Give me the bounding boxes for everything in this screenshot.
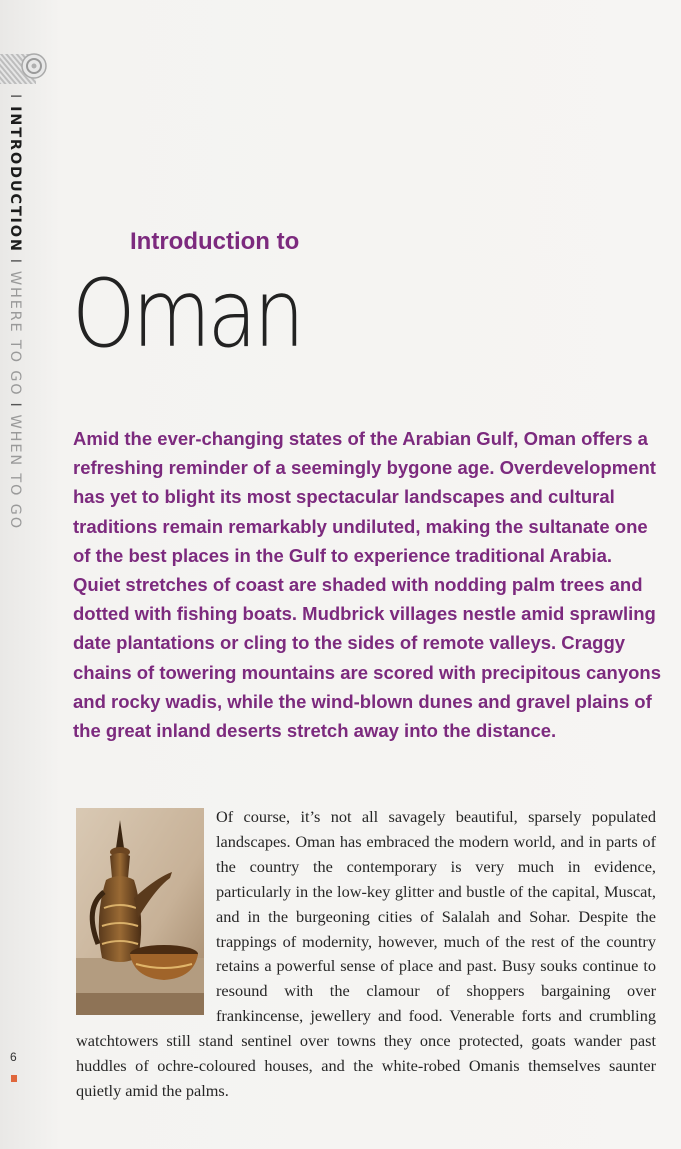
nav-item-where-to-go[interactable]: WHERE TO GO xyxy=(7,270,23,397)
nav-item-when-to-go[interactable]: WHEN TO GO xyxy=(7,414,23,530)
nav-separator: I xyxy=(7,402,23,409)
page-title: Oman xyxy=(72,260,302,369)
heading-kicker: Introduction to xyxy=(130,228,300,255)
nav-separator: I xyxy=(7,94,23,101)
page-number: 6 xyxy=(10,1050,17,1064)
nav-item-introduction[interactable]: INTRODUCTION xyxy=(7,106,23,253)
section-nav xyxy=(4,88,24,530)
guide-logo-icon xyxy=(0,48,48,84)
page-marker xyxy=(11,1075,17,1082)
nav-separator: I xyxy=(7,258,23,265)
body-section xyxy=(76,805,656,1104)
body-paragraph: Of course, it’s not all savagely beautiful, sparsely populated landscapes. Oman has embraced the modern world, and in parts of the country the contemporary is very much in evidence, particularly in the low-key glitter and bustle of the capital, Muscat, and in the burgeoning cities of Salalah and Sohar. Despite the trappings of modernity, however, much of the rest of the country retains a powerful sense of place and past. Busy souks continue to resound with the clamour of shoppers bargaining over frankincense, jewellery and food. Venerable forts and crumbling watchtowers still stand sentinel over towns they once protected, goats wander past huddles of ochre-coloured houses, and the white-robed Omanis themselves saunter quietly amid the palms. xyxy=(76,807,656,1100)
lead-paragraph: Amid the ever-changing states of the Arabian Gulf, Oman offers a refreshing reminder of a seemingly bygone age. Overdevelopment has yet to blight its most spectacular landscapes and cultural traditions remain remarkably undiluted, making the sultanate one of the best places in the Gulf to experience traditional Arabia. Quiet stretches of coast are shaded with nodding palm trees and dotted with fishing boats. Mudbrick villages nestle amid sprawling date plantations or cling to the sides of remote valleys. Craggy chains of towering mountains are scored with precipitous canyons and rocky wadis, while the wind-blown dunes and gravel plains of the great inland deserts stretch away into the distance. xyxy=(73,428,661,742)
coffee-pot-photo xyxy=(76,808,204,1015)
